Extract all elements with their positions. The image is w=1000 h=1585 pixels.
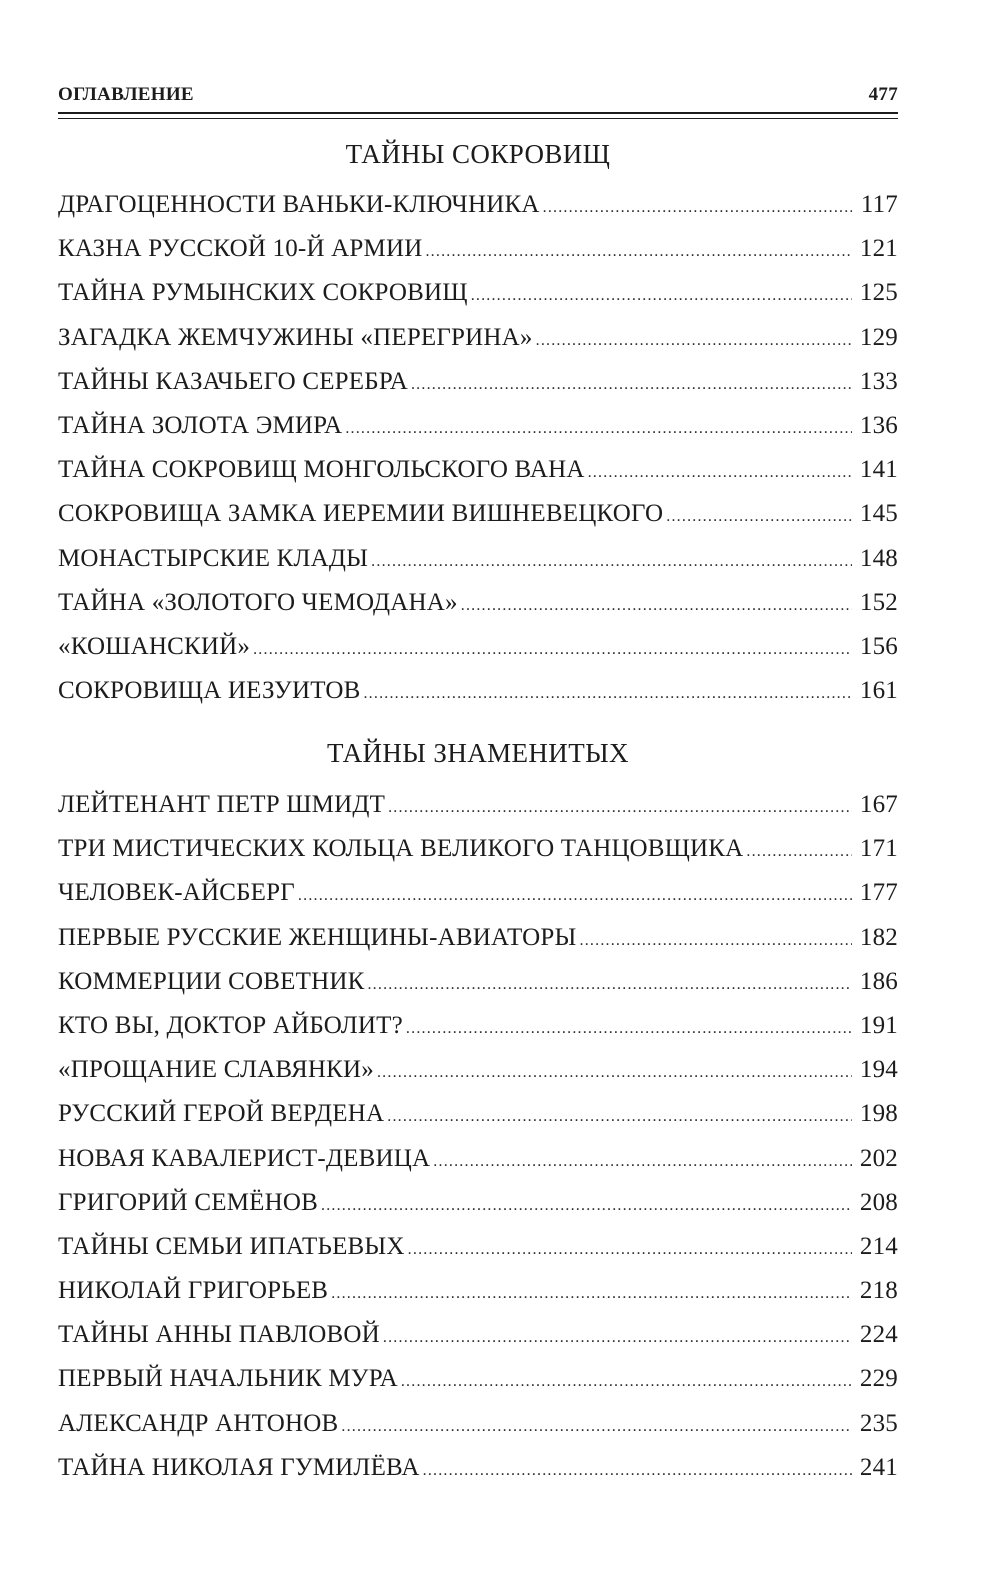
- toc-entry-page: 198: [859, 1100, 898, 1128]
- dot-leader: [411, 363, 852, 407]
- toc-entry-title: «КОШАНСКИЙ»: [58, 632, 251, 660]
- toc-entry[interactable]: [58, 1181, 898, 1225]
- dot-leader: [367, 963, 852, 1007]
- toc-entry[interactable]: [58, 581, 898, 625]
- toc-entry-title: ЛЕЙТЕНАНТ ПЕТР ШМИДТ: [58, 791, 386, 818]
- toc-entry[interactable]: [58, 625, 898, 669]
- toc-entry-title: «ПРОЩАНИЕ СЛАВЯНКИ»: [58, 1056, 374, 1084]
- toc-entry-title: ТАЙНА «ЗОЛОТОГО ЧЕМОДАНА»: [58, 588, 458, 616]
- toc-entry[interactable]: [58, 1402, 898, 1446]
- toc-entry[interactable]: [58, 1225, 898, 1269]
- toc-entry[interactable]: [58, 1446, 898, 1490]
- header-rule-thin: [58, 118, 898, 119]
- dot-leader: [588, 451, 852, 495]
- toc-entry[interactable]: [58, 1004, 898, 1048]
- toc-list-treasures: [58, 183, 898, 713]
- toc-entry-title: КОММЕРЦИИ СОВЕТНИК: [58, 967, 365, 995]
- dot-leader: [406, 1007, 852, 1051]
- running-title: ОГЛАВЛЕНИЕ: [58, 84, 194, 105]
- dot-leader: [423, 1449, 852, 1493]
- dot-leader: [666, 495, 852, 539]
- dot-leader: [387, 1095, 852, 1139]
- toc-entry-title: ТАЙНА СОКРОВИЩ МОНГОЛЬСКОГО ВАНА: [58, 456, 585, 484]
- toc-entry-page: 167: [859, 791, 898, 818]
- toc-entry-page: 141: [859, 456, 898, 484]
- dot-leader: [536, 319, 852, 363]
- toc-entry[interactable]: [58, 271, 898, 315]
- toc-entry[interactable]: [58, 1313, 898, 1357]
- toc-entry-page: 133: [859, 367, 898, 395]
- toc-entry-page: 148: [859, 544, 898, 572]
- dot-leader: [321, 1184, 852, 1228]
- toc-entry[interactable]: [58, 827, 898, 871]
- dot-leader: [363, 672, 852, 716]
- toc-entry-title: ПЕРВЫЙ НАЧАЛЬНИК МУРА: [58, 1365, 398, 1393]
- toc-entry-page: 186: [859, 967, 898, 995]
- dot-leader: [401, 1360, 852, 1404]
- toc-entry-title: ТАЙНЫ КАЗАЧЬЕГО СЕРЕБРА: [58, 367, 408, 395]
- toc-entry-page: 136: [859, 411, 898, 439]
- dot-leader: [580, 919, 852, 963]
- toc-entry-page: 182: [859, 923, 898, 951]
- toc-entry-page: 191: [859, 1011, 898, 1039]
- toc-entry-page: 129: [859, 323, 898, 351]
- dot-leader: [543, 186, 852, 230]
- dot-leader: [331, 1272, 852, 1316]
- toc-entry-title: НОВАЯ КАВАЛЕРИСТ-ДЕВИЦА: [58, 1144, 431, 1172]
- dot-leader: [471, 274, 852, 318]
- toc-entry[interactable]: [58, 1269, 898, 1313]
- dot-leader: [433, 1140, 852, 1184]
- toc-entry[interactable]: [58, 960, 898, 1004]
- toc-entry[interactable]: [58, 1048, 898, 1092]
- toc-entry[interactable]: [58, 404, 898, 448]
- toc-entry-page: 156: [859, 632, 898, 660]
- toc-entry-title: ДРАГОЦЕННОСТИ ВАНЬКИ-КЛЮЧНИКА: [58, 191, 540, 218]
- section-title-treasures: ТАЙНЫ СОКРОВИЩ: [345, 139, 611, 169]
- dot-leader: [388, 786, 852, 830]
- toc-entry-page: 214: [859, 1232, 898, 1260]
- toc-entry-title: НИКОЛАЙ ГРИГОРЬЕВ: [58, 1277, 329, 1305]
- dot-leader: [408, 1228, 852, 1272]
- toc-entry[interactable]: [58, 1137, 898, 1181]
- header-rule-thick: [58, 112, 898, 114]
- toc-entry-title: ЗАГАДКА ЖЕМЧУЖИНЫ «ПЕРЕГРИНА»: [58, 323, 533, 351]
- toc-entry[interactable]: [58, 316, 898, 360]
- toc-entry-title: МОНАСТЫРСКИЕ КЛАДЫ: [58, 544, 369, 572]
- toc-entry-title: ПЕРВЫЕ РУССКИЕ ЖЕНЩИНЫ-АВИАТОРЫ: [58, 923, 577, 951]
- toc-entry-page: 152: [859, 588, 898, 616]
- toc-entry-page: 208: [859, 1188, 898, 1216]
- dot-leader: [341, 1405, 852, 1449]
- toc-entry-title: ТАЙНА РУМЫНСКИХ СОКРОВИЩ: [58, 279, 468, 307]
- toc-entry-page: 161: [859, 677, 898, 705]
- toc-list-famous: [58, 783, 898, 1490]
- toc-entry[interactable]: [58, 448, 898, 492]
- dot-leader: [425, 230, 852, 274]
- toc-entry-page: 224: [859, 1321, 898, 1349]
- dot-leader: [345, 407, 852, 451]
- page-number: 477: [868, 84, 898, 105]
- toc-entry-page: 218: [859, 1277, 898, 1305]
- toc-entry-title: ТРИ МИСТИЧЕСКИХ КОЛЬЦА ВЕЛИКОГО ТАНЦОВЩИКА: [58, 835, 744, 863]
- toc-entry[interactable]: [58, 492, 898, 536]
- toc-entry-page: 194: [859, 1056, 898, 1084]
- dot-leader: [746, 830, 852, 874]
- toc-entry-title: АЛЕКСАНДР АНТОНОВ: [58, 1409, 339, 1437]
- toc-entry[interactable]: [58, 669, 898, 713]
- running-head: [58, 84, 898, 110]
- toc-entry[interactable]: [58, 783, 898, 827]
- toc-entry-title: ГРИГОРИЙ СЕМЁНОВ: [58, 1188, 318, 1216]
- toc-entry-page: 171: [859, 835, 898, 863]
- toc-entry-title: РУССКИЙ ГЕРОЙ ВЕРДЕНА: [58, 1100, 385, 1128]
- toc-entry-title: ЧЕЛОВЕК-АЙСБЕРГ: [58, 879, 295, 907]
- toc-entry-title: КТО ВЫ, ДОКТОР АЙБОЛИТ?: [58, 1011, 403, 1039]
- toc-entry-page: 241: [859, 1453, 898, 1481]
- dot-leader: [298, 874, 852, 918]
- toc-entry[interactable]: [58, 360, 898, 404]
- toc-entry-title: ТАЙНА ЗОЛОТА ЭМИРА: [58, 411, 343, 439]
- dot-leader: [383, 1316, 852, 1360]
- dot-leader: [377, 1051, 852, 1095]
- toc-entry-page: 235: [859, 1409, 898, 1437]
- toc-entry-page: 202: [859, 1144, 898, 1172]
- toc-entry[interactable]: [58, 1357, 898, 1401]
- dot-leader: [371, 540, 852, 584]
- dot-leader: [461, 584, 852, 628]
- toc-entry-title: КАЗНА РУССКОЙ 10-Й АРМИИ: [58, 235, 423, 263]
- toc-entry-title: ТАЙНА НИКОЛАЯ ГУМИЛЁВА: [58, 1453, 420, 1481]
- toc-entry[interactable]: [58, 537, 898, 581]
- toc-entry[interactable]: [58, 916, 898, 960]
- toc-entry-title: ТАЙНЫ СЕМЬИ ИПАТЬЕВЫХ: [58, 1232, 405, 1260]
- toc-entry-page: 125: [859, 279, 898, 307]
- toc-entry-page: 229: [859, 1365, 898, 1393]
- toc-entry-page: 177: [859, 879, 898, 907]
- toc-entry-page: 145: [859, 500, 898, 528]
- dot-leader: [253, 628, 852, 672]
- section-title-famous: ТАЙНЫ ЗНАМЕНИТЫХ: [327, 738, 629, 768]
- toc-entry-title: ТАЙНЫ АННЫ ПАВЛОВОЙ: [58, 1321, 380, 1349]
- toc-entry[interactable]: [58, 183, 898, 227]
- toc-entry-page: 121: [859, 235, 898, 263]
- toc-entry[interactable]: [58, 871, 898, 915]
- toc-entry-title: СОКРОВИЩА ИЕЗУИТОВ: [58, 677, 361, 705]
- toc-entry[interactable]: [58, 227, 898, 271]
- toc-entry[interactable]: [58, 1092, 898, 1136]
- toc-entry-title: СОКРОВИЩА ЗАМКА ИЕРЕМИИ ВИШНЕВЕЦКОГО: [58, 500, 664, 528]
- toc-entry-page: 117: [860, 191, 898, 218]
